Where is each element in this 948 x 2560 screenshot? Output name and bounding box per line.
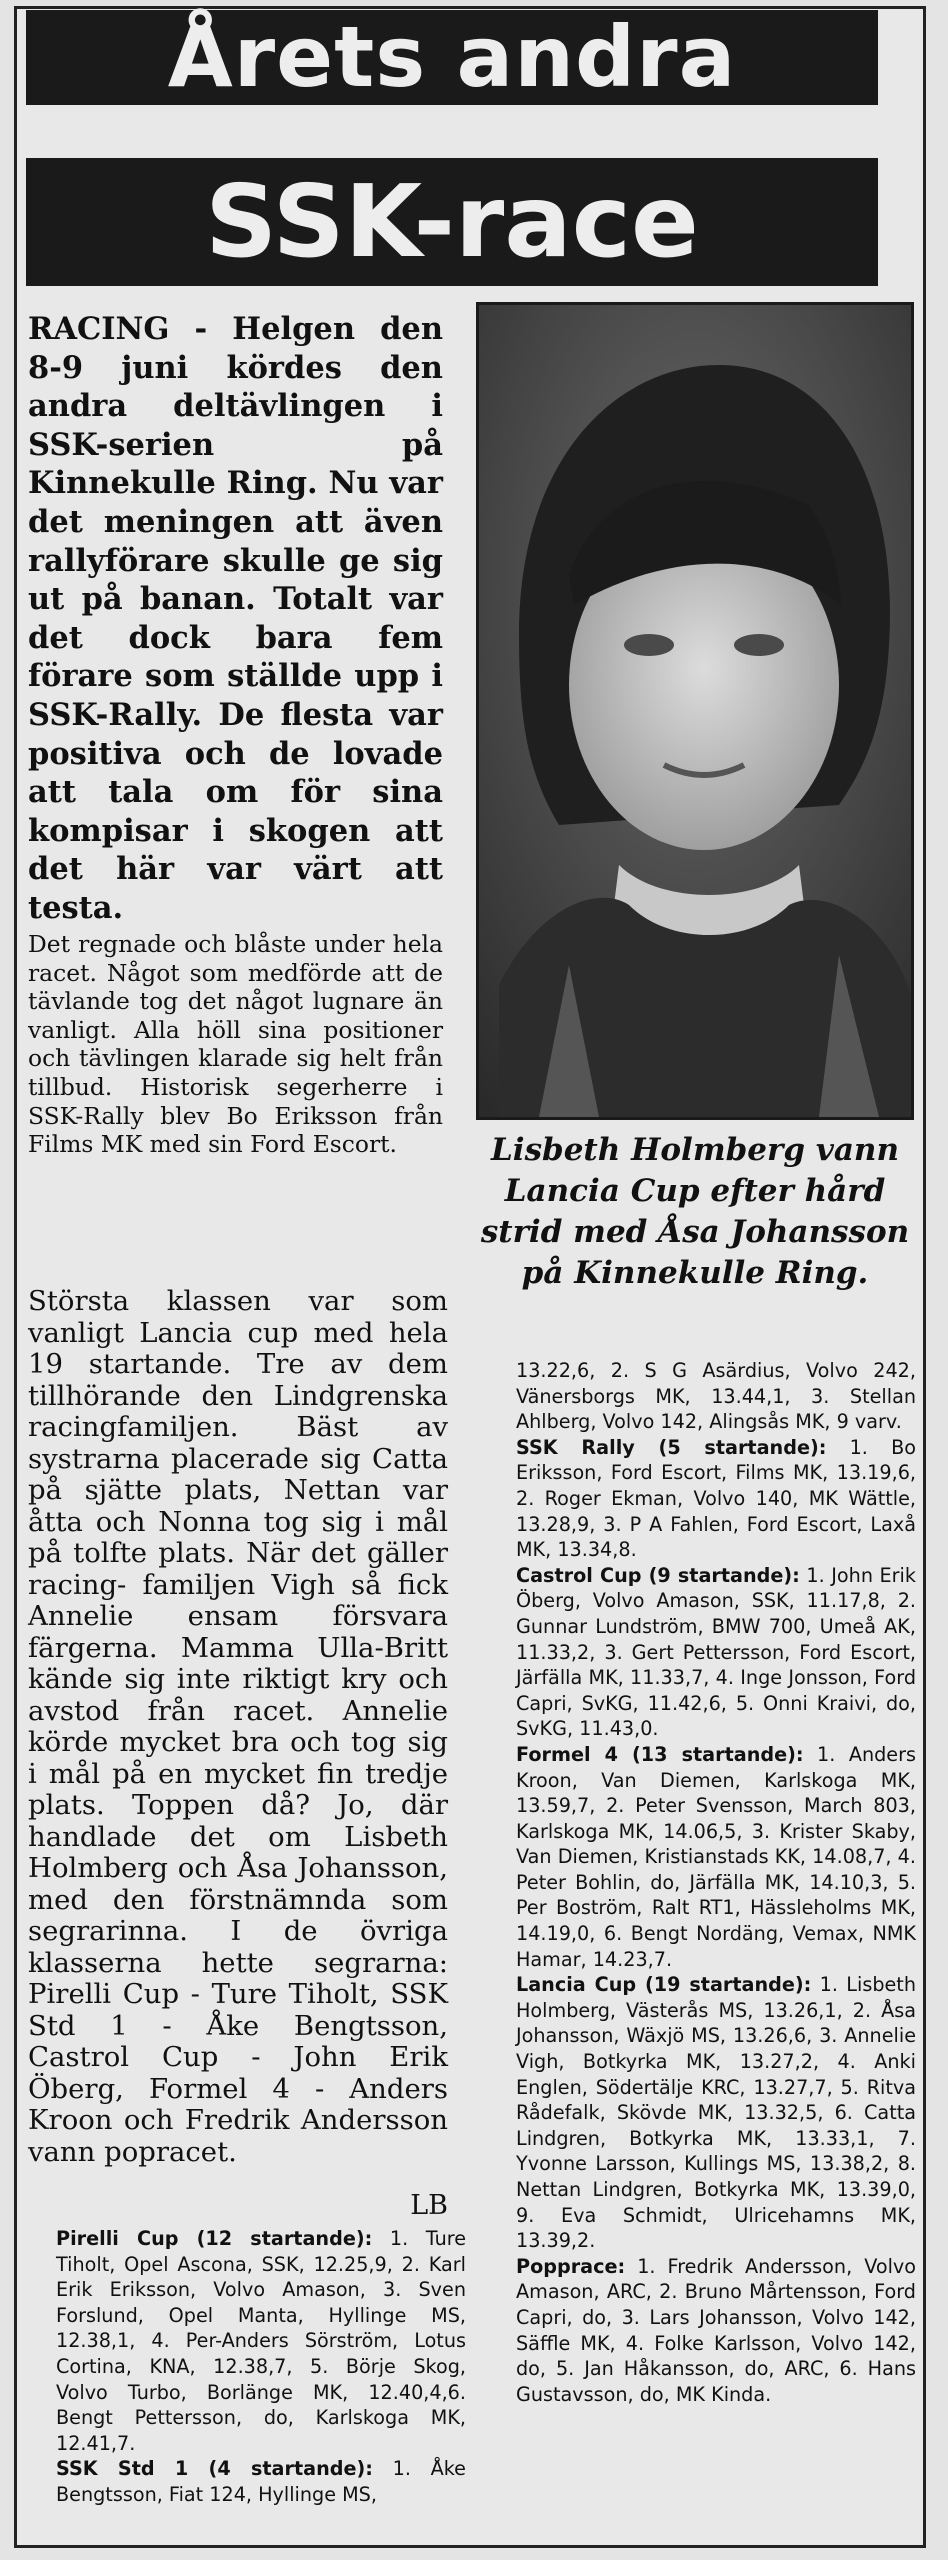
result-entry: [516, 1358, 916, 1435]
body-paragraph-small: Det regnade och blåste under hela racet. Något som medförde att de tävlande tog det något lugnare än vanligt. Alla höll sina positioner och tävlingen klarade sig helt från tillbud. Historisk segerherre i SSK-Rally blev Bo Eriksson från Films MK med sin Ford Escort.: [28, 930, 443, 1159]
result-text: 1. Ture Tiholt, Opel Ascona, SSK, 12.25,9, 2. Karl Erik Eriksson, Volvo Amason, 3. Sven Forslund, Opel Manta, Hyllinge MS, 12.38,1, 4. Per-Anders Sörström, Lotus Cortina, KNA, 12.38,7, 5. Börje Skog, Volvo Turbo, Borlänge MK, 12.40,4,6. Bengt Pettersson, do, Karlskoga MK, 12.41,7.: [56, 2227, 466, 2455]
lead-paragraph: RACING - Helgen den 8-9 juni kördes den andra deltävlingen i SSK-serien på Kinnekulle Ring. Nu var det meningen att även rallyförare skulle ge sig ut på banan. Totalt var det dock bara fem förare som ställde upp i SSK-Rally. De flesta var positiva och de lovade att tala om för sina kompisar i skogen att det här var värt att testa.: [28, 311, 443, 926]
driver-portrait-photo: [476, 302, 914, 1120]
result-entry: [516, 1563, 916, 1742]
result-heading: SSK Std 1 (4 startande):: [56, 2457, 373, 2481]
result-entry: [516, 1742, 916, 1972]
headline-line-1: Årets andra: [26, 10, 878, 105]
result-entry: [56, 2456, 466, 2507]
result-entry: [516, 1435, 916, 1563]
result-heading: Formel 4 (13 startande):: [516, 1742, 804, 1766]
result-heading: Castrol Cup (9 startande):: [516, 1563, 800, 1587]
result-heading: SSK Rally (5 startande):: [516, 1435, 827, 1459]
result-entry: [516, 1972, 916, 2254]
result-text: 1. Anders Kroon, Van Diemen, Karlskoga MK, 13.59,7, 2. Peter Svensson, March 803, Karlskoga MK, 14.06,5, 3. Krister Skaby, Van Diemen, Kristianstads KK, 14.08,7, 4. Peter Bohlin, do, Järfälla MK, 14.10,3, 5. Per Boström, Ralt RT1, Hässleholms MK, 14.19,0, 6. Bengt Nordäng, Vemax, NMK Hamar, 14.23,7.: [516, 1742, 916, 1971]
headline-line-2: SSK-race: [26, 158, 878, 286]
result-entry: [56, 2226, 466, 2456]
body-paragraph-large: Största klassen var som vanligt Lancia cup med hela 19 startande. Tre av dem tillhörande den Lindgrenska racingfamiljen. Bäst av systrarna placerade sig Catta på sjätte plats, Nettan var åtta och Nonna tog sig i mål på tolfte plats. När det gäller racing- familjen Vigh så fick Annelie ensam försvara färgerna. Mamma Ulla-Britt kände sig inte riktigt kry och avstod från racet. Annelie körde mycket bra och tog sig i mål på en mycket fin tredje plats. Toppen då? Jo, där handlade det om Lisbeth Holmberg och Åsa Johansson, med den förstnämnda som segrarinna. I de övriga klasserna hette segrarna: Pirelli Cup - Ture Tiholt, SSK Std 1 - Åke Bengtsson, Castrol Cup - John Erik Öberg, Formel 4 - Anders Kroon och Fredrik Andersson vann popracet.: [28, 1285, 448, 2168]
result-text: 1. Bo Eriksson, Ford Escort, Films MK, 13.19,6, 2. Roger Ekman, Volvo 140, MK Wättle, 13.28,9, 3. P A Fahlen, Ford Escort, Laxå MK, 13.34,8.: [516, 1435, 916, 1562]
result-text: 13.22,6, 2. S G Asärdius, Volvo 242, Vänersborgs MK, 13.44,1, 3. Stellan Ahlberg, Volvo 142, Alingsås MK, 9 varv.: [516, 1359, 916, 1434]
results-column-right: [516, 1358, 916, 2407]
result-heading: Popprace:: [516, 2254, 626, 2278]
result-text: 1. John Erik Öberg, Volvo Amason, SSK, 11.17,8, 2. Gunnar Lundström, BMW 700, Umeå AK, 11.33,2, 3. Gert Pettersson, Ford Escort, Järfälla MK, 11.33,7, 4. Inge Jonsson, Ford Capri, SvKG, 11.42,6, 5. Onni Kraivi, do, SvKG, 11.43,0.: [516, 1563, 916, 1741]
results-column-left: [56, 2226, 466, 2508]
result-text: 1. Fredrik Andersson, Volvo Amason, ARC, 2. Bruno Mårtensson, Ford Capri, do, 3. Lars Johansson, Volvo 142, Säffle MK, 4. Folke Karlsson, Volvo 142, do, 5. Jan Håkansson, do, ARC, 6. Hans Gustavsson, do, MK Kinda.: [516, 2254, 916, 2406]
author-signature: LB: [410, 2190, 448, 2221]
result-entry: [516, 2254, 916, 2408]
result-heading: Pirelli Cup (12 startande):: [56, 2227, 373, 2250]
result-text: 1. Åke Bengtsson, Fiat 124, Hyllinge MS,: [56, 2457, 466, 2506]
photo-caption: Lisbeth Holmberg vann Lancia Cup efter hård strid med Åsa Johansson på Kinnekulle Ring.: [480, 1132, 910, 1291]
result-text: 1. Lisbeth Holmberg, Västerås MS, 13.26,1, 2. Åsa Johansson, Wäxjö MS, 13.26,6, 3. Annelie Vigh, Botkyrka MK, 13.27,2, 4. Anki Englen, Södertälje KRC, 13.27,7, 5. Ritva Rådefalk, Skövde MK, 13.32,5, 6. Catta Lindgren, Botkyrka MK, 13.33,1, 7. Yvonne Larsson, Kullings MS, 13.38,2, 8. Nettan Lindgren, Botkyrka MK, 13.39,0, 9. Eva Schmidt, Ulricehamns MK, 13.39,2.: [516, 1973, 916, 2253]
result-heading: Lancia Cup (19 startande):: [516, 1973, 812, 1997]
